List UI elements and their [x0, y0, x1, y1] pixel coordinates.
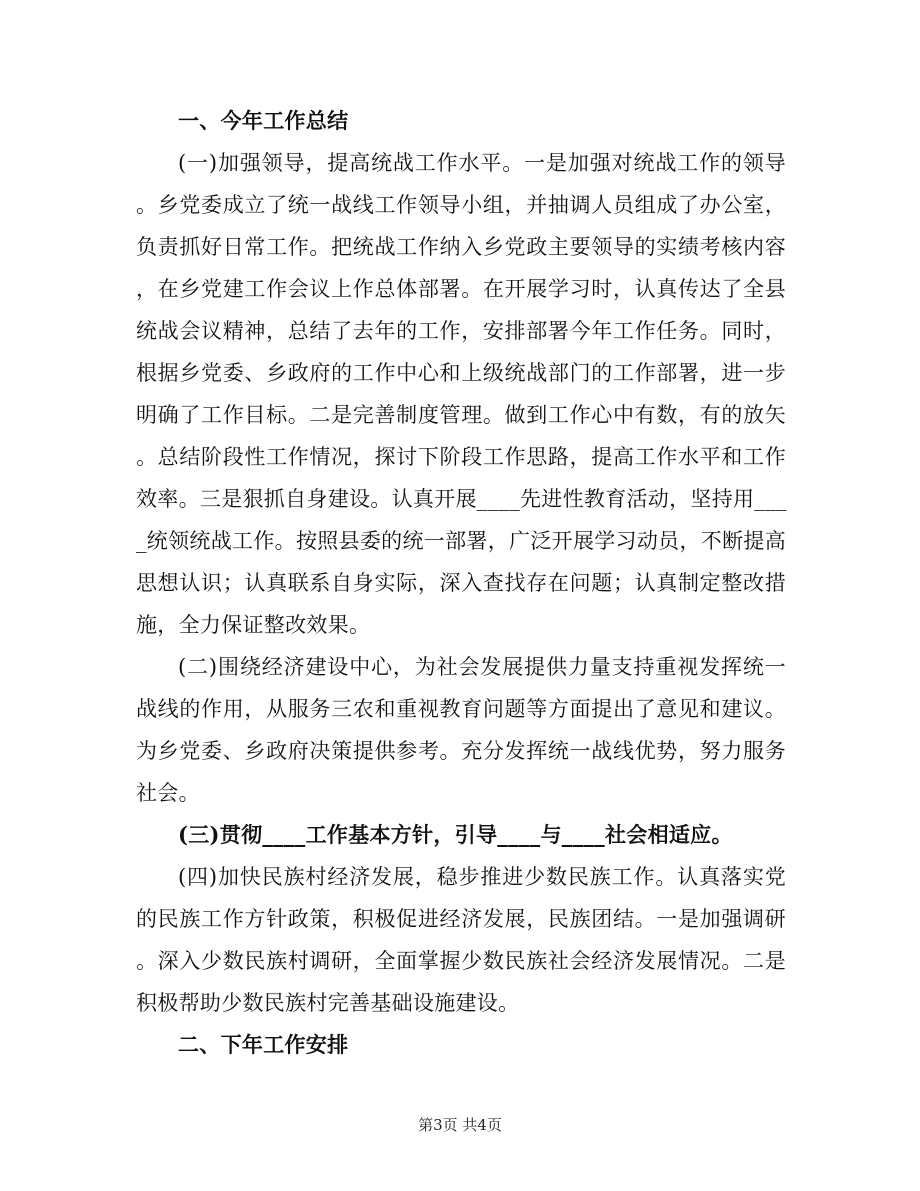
paragraph-line: 效率。三是狠抓自身建设。认真开展____先进性教育活动，坚持用___ — [136, 487, 787, 511]
paragraph-line: (一)加强领导，提高统战工作水平。一是加强对统战工作的领导 — [178, 151, 786, 175]
page-number: 第3页 共4页 — [418, 1116, 502, 1134]
paragraph-line: ，在乡党建工作会议上作总体部署。在开展学习时，认真传达了全县 — [136, 277, 786, 301]
section-heading-2: 二、下年工作安排 — [178, 1032, 349, 1057]
paragraph-3: (三)贯彻____工作基本方针，引导____与____社会相适应。 — [178, 822, 733, 847]
paragraph-line: _统领统战工作。按照县委的统一部署，广泛开展学习动员，不断提高 — [136, 529, 786, 553]
paragraph-line: 。总结阶段性工作情况，探讨下阶段工作思路，提高工作水平和工作 — [136, 445, 786, 469]
paragraph-line: 明确了工作目标。二是完善制度管理。做到工作心中有数，有的放矢 — [136, 403, 786, 427]
paragraph-line: (二)围绕经济建设中心，为社会发展提供力量支持重视发挥统一 — [178, 655, 786, 679]
paragraph-line: 思想认识；认真联系自身实际，深入查找存在问题；认真制定整改措 — [136, 571, 786, 595]
section-heading-1: 一、今年工作总结 — [178, 108, 349, 133]
paragraph-line: 社会。 — [136, 781, 200, 805]
paragraph-line: 施，全力保证整改效果。 — [136, 613, 371, 637]
paragraph-line: 。深入少数民族村调研，全面掌握少数民族社会经济发展情况。二是 — [136, 949, 786, 973]
paragraph-line: 统战会议精神，总结了去年的工作，安排部署今年工作任务。同时， — [136, 319, 786, 343]
paragraph-line: 为乡党委、乡政府决策提供参考。充分发挥统一战线优势，努力服务 — [136, 739, 786, 763]
paragraph-line: 根据乡党委、乡政府的工作中心和上级统战部门的工作部署，进一步 — [136, 361, 786, 385]
paragraph-line: 负责抓好日常工作。把统战工作纳入乡党政主要领导的实绩考核内容 — [136, 235, 786, 259]
paragraph-line: 战线的作用，从服务三农和重视教育问题等方面提出了意见和建议。 — [136, 697, 786, 721]
paragraph-line: 积极帮助少数民族村完善基础设施建设。 — [136, 991, 520, 1015]
paragraph-line: 。乡党委成立了统一战线工作领导小组，并抽调人员组成了办公室， — [136, 193, 786, 217]
paragraph-line: 的民族工作方针政策，积极促进经济发展，民族团结。一是加强调研 — [136, 907, 786, 931]
paragraph-line: (四)加快民族村经济发展，稳步推进少数民族工作。认真落实党 — [178, 865, 786, 889]
